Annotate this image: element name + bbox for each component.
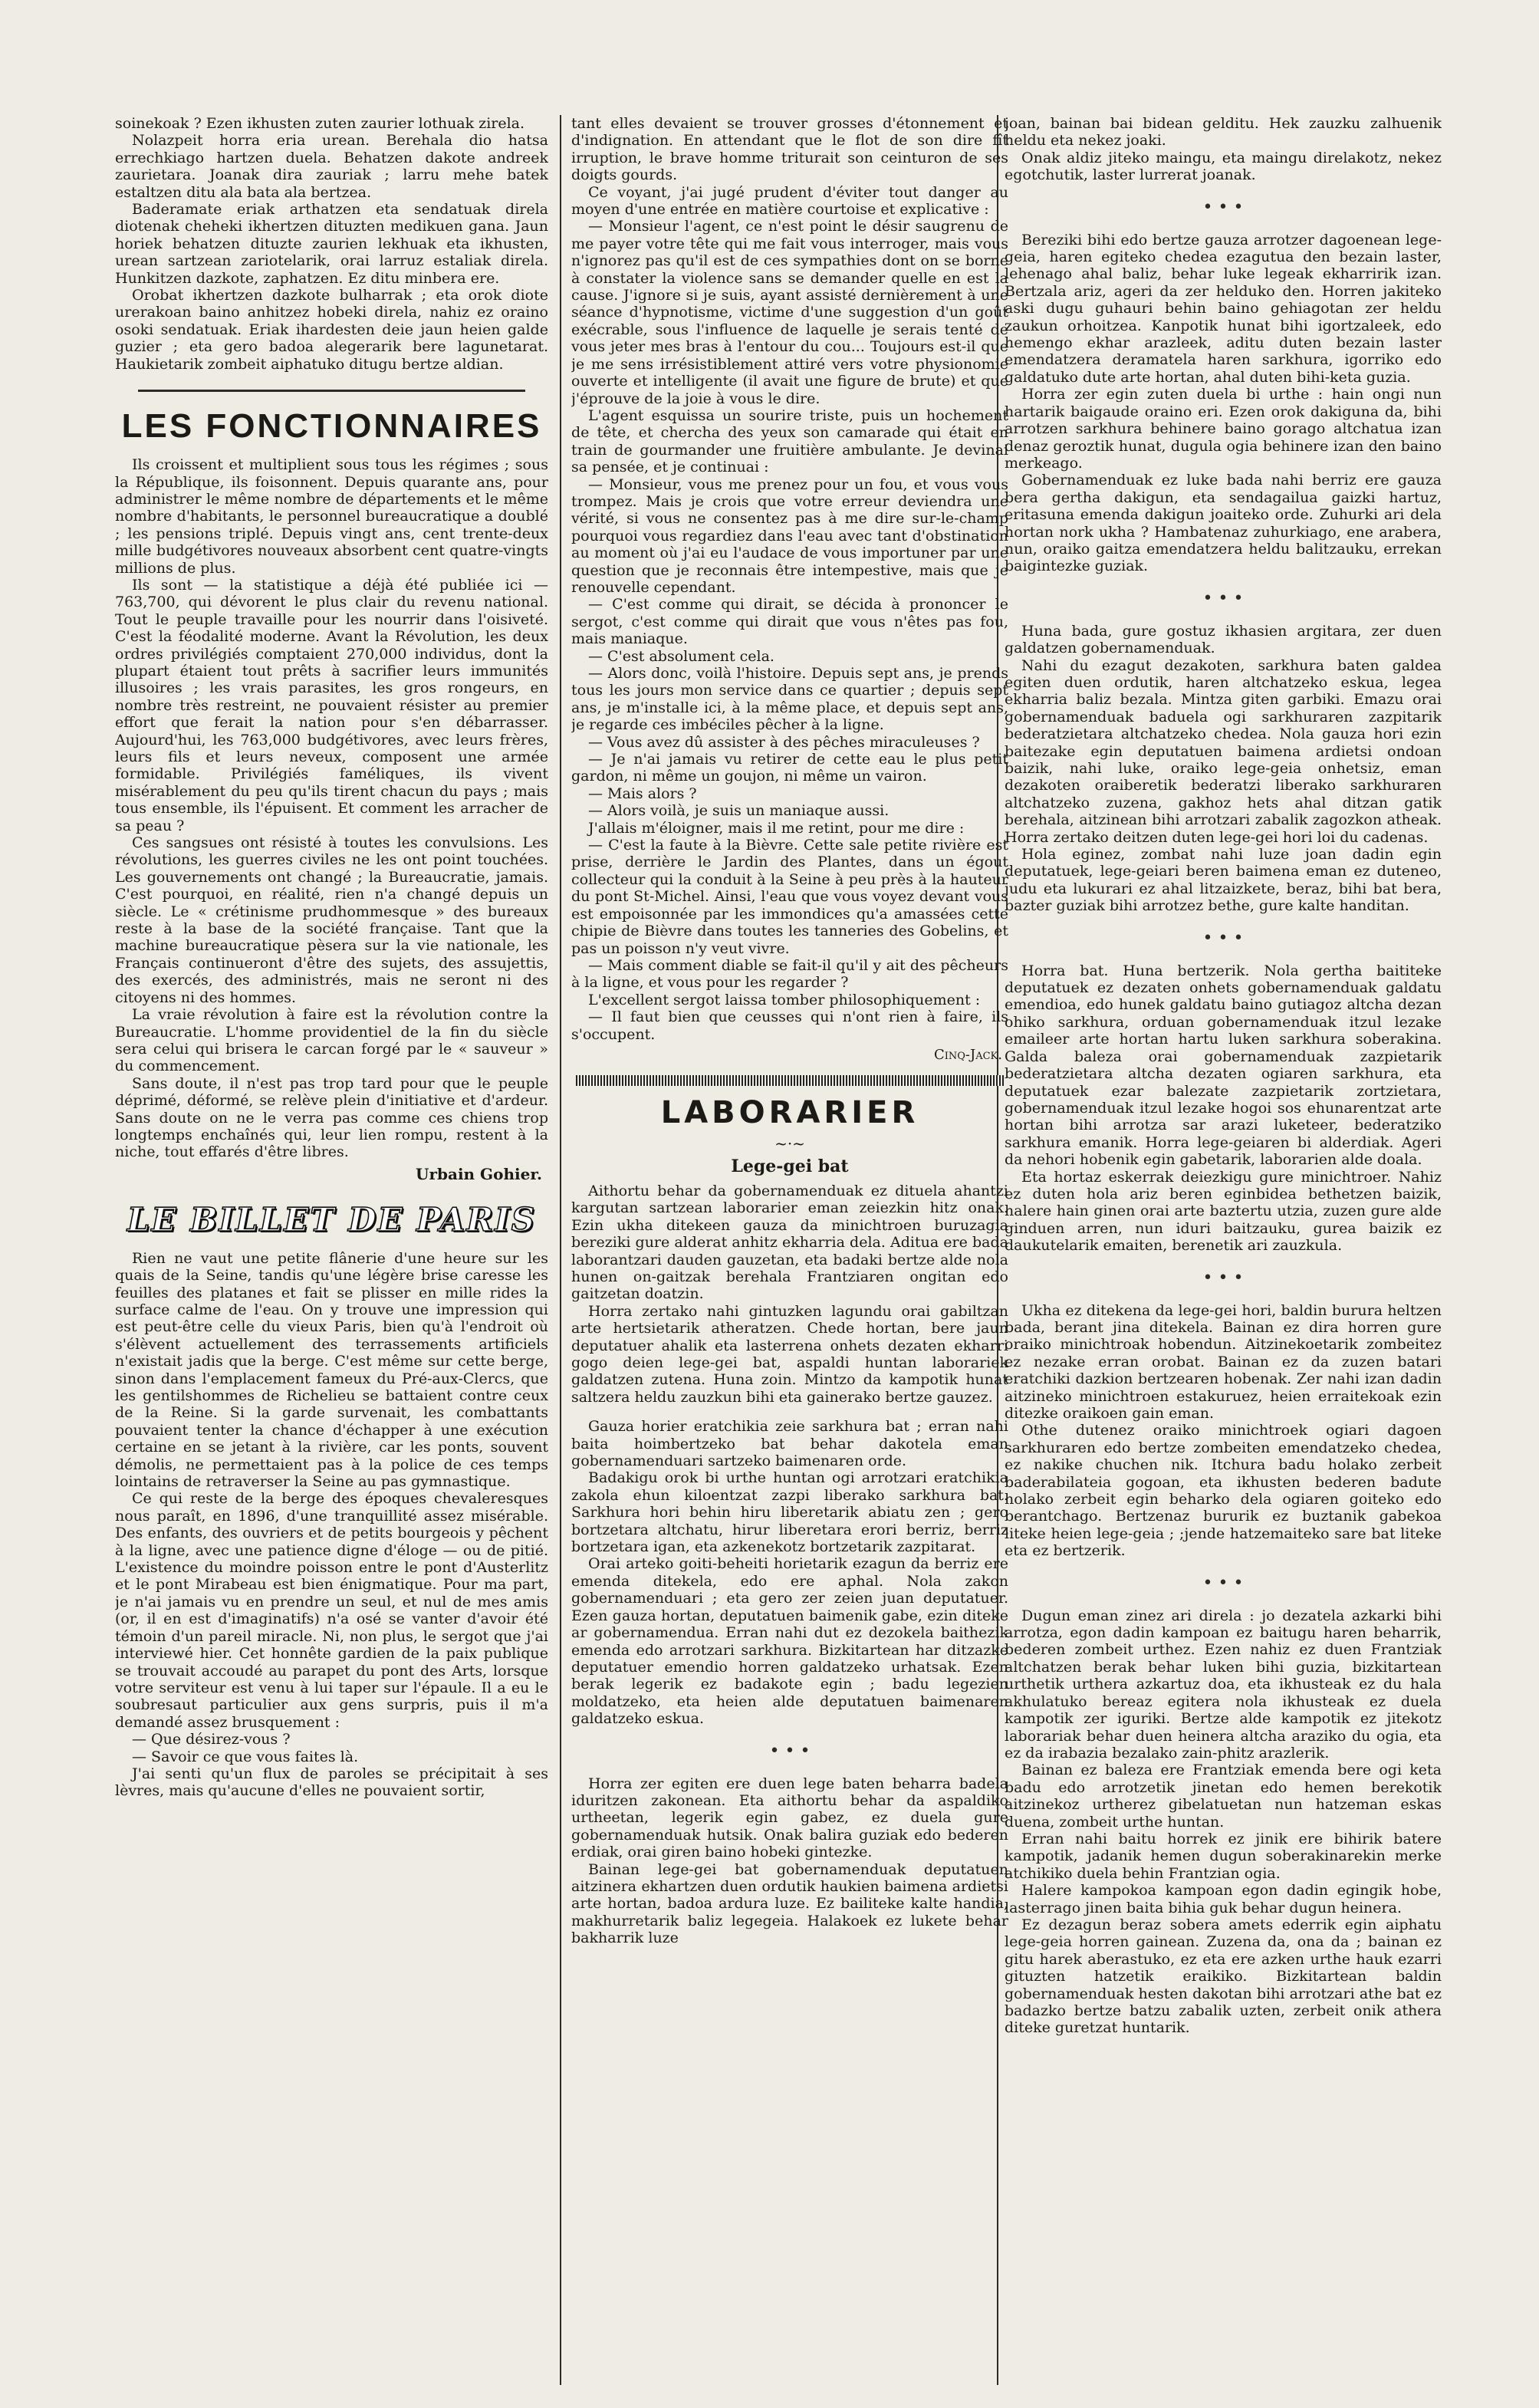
headline-billet-de-paris: LE BILLET DE PARIS: [127, 1200, 537, 1239]
paragraph: — Vous avez dû assister à des pêches miraculeuses ?: [588, 733, 980, 751]
paragraph: Huna bada, gure gostuz ikhasien argitara, zer duen galdatzen gobernamenduak.: [1005, 622, 1442, 657]
paragraph: Dugun eman zinez ari direla : jo dezatela azkarki bihi arrotza, egon dadin kampoan ez baitugu haren beharrik, bederen zombeit urthez. Ezen nahiz ez duen Frantziak altchatzen berak behar luken bihi guzia, bizkitartean urthetik urthera azkartuz doa, eta ikhusteak ez du hala akhulatuko bereaz egitera nola ikhusteak ez duela kampotik zer iguriki. Bertze alde kampotik ez jitekotz laborariak behar duen heinera altcha araziko du ogia, eta ez da irabazia bezalako zain-phitz arazlerik.: [1005, 1607, 1442, 1762]
ornament: ~·~: [774, 1133, 805, 1153]
paragraph: Ce qui reste de la berge des époques chevaleresques nous paraît, en 1896, d'une tranquillité assez misérable. Des enfants, des ouvriers et de petits bourgeois y pêchent à la ligne, avec une patience digne d'éloge — ou de pitié. L'existence du moindre poisson entre le pont d'Austerlitz et le pont Mirabeau est bien énigmatique. Pour ma part, je n'ai jamais vu en prendre un seul, et nul de mes amis (or, il en est d'imaginatifs) n'a osé se vanter d'avoir été témoin d'un pareil miracle. Ni, non plus, le sergot que j'ai interviewé hier. Cet honnête gardien de la paix publique se trouvait accoudé au parapet du pont des Arts, lorsque votre serviteur est venu à lui taper sur l'épaule. Il a eu le soubresaut particulier aux gens surpris, puis il m'a demandé assez brusquement :: [115, 1490, 548, 1731]
paragraph: J'ai senti qu'un flux de paroles se précipitait à ses lèvres, mais qu'aucune d'elles ne pouvaient sortir,: [115, 1765, 548, 1800]
ornament: • • •: [1202, 588, 1244, 608]
paragraph: Ez dezagun beraz sobera amets ederrik egin aiphatu lege-geia horren gainean. Zuzena da, ona da ; bainan ez gitu harek aberastuko, ez eta ere azken urthe hauk ezarri gituzten hatzetik eraikiko. Bizkitartean baldin gobernamenduak hesten dakotan bihi arrotzari athe bat ez badazko bertze batzu zabalik uzten, zerbeit onik athera diteke guretzat huntarik.: [1005, 1916, 1442, 2037]
paragraph: Gobernamenduak ez luke bada nahi berriz ere gauza bera gertha dakigun, eta sendagailua gaizki hartuz, eritasuna emenda dakigun joaiteko orde. Zuhurki ari dela hortan nork ukha ? Hambatenaz zuhurkiago, ene arabera, nun, oraiko gaitza emendatzera heldu balitzauku, errekan baigintezke guziak.: [1005, 472, 1442, 575]
paragraph: — C'est absolument cela.: [588, 647, 774, 665]
paragraph: Bainan ez baleza ere Frantziak emenda bere ogi keta badu edo arrotzetik jinetan edo hemen berekotik aitzinekoz urtherez gibelatuetan nun hatzeman eskas duena, zombeit urthe huntan.: [1005, 1762, 1442, 1831]
paragraph: — C'est la faute à la Bièvre. Cette sale petite rivière est prise, derrière le Jardin des Plantes, dans un égout collecteur qui la conduit à la Seine à peu près à la hauteur du pont St-Michel. Ainsi, l'eau que vous voyez devant vous est empoisonnée par les immondices qu'a amassées cette chipie de Bièvre dans toutes les tanneries des Gobelins, et pas un poisson n'y veut vivre.: [571, 837, 1008, 957]
ornament: • • •: [1202, 928, 1244, 948]
paragraph: — Il faut bien que ceusses qui n'ont rien à faire, ils s'occupent.: [571, 1008, 1008, 1043]
paragraph: La vraie révolution à faire est la révolution contre la Bureaucratie. L'homme providentiel de la fin du siècle sera celui qui brisera le carcan forgé par le « sauveur » du commencement.: [115, 1006, 548, 1075]
paragraph: Nahi du ezagut dezakoten, sarkhura baten galdea egiten duen ordutik, haren altchatzeko eskua, legea ekharria baliz bezala. Mintza giten garbiki. Emazu orai gobernamenduak baduela ogi sarkhuraren zazpitarik bederatzietara altchatzeko chedea. Nola gauza hori ezin baitezake egin deputatuen baimena ardietsi ondoan baizik, nahi luke, oraiko lege-geia onhetsiz, eman dezakoten oraiberetik bederatzi liberako sarkhuraren altchatzeko zuzena, gakhoz hets ahal ditzan gatik berehala, aitzinean bihi arrotzari zabalik zagozkon atheak. Horra zertako deitzen duten lege-gei hori loi du cadenas.: [1005, 656, 1442, 846]
column-2: [571, 115, 1008, 2408]
headline-fonctionnaires: LES FONCTIONNAIRES: [121, 407, 542, 446]
column-3: [1005, 115, 1442, 2408]
ornament: • • •: [1202, 1573, 1244, 1593]
paragraph: Ils sont — la statistique a déjà été publiée ici — 763,700, qui dévorent le plus clair du revenu national. Tout le peuple travaille pour les nourrir dans l'oisiveté. C'est la féodalité moderne. Avant la Révolution, les deux ordres privilégiés comptaient 270,000 individus, dont la plupart étaient tout prêts à sacrifier leurs immunités illusoires ; les vrais parasites, les gros rongeurs, en nombre très restreint, ne pouvaient résister au premier effort que ferait la nation pour s'en débarrasser. Aujourd'hui, les 763,000 budgétivores, avec leurs frères, leurs fils et leurs neveux, composent une armée formidable. Privilégiés faméliques, ils vivent misérablement du peu qu'ils tirent chacun du pays ; mais tous ensemble, ils l'épuisent. Et comment les arracher de sa peau ?: [115, 576, 548, 834]
paragraph: Badakigu orok bi urthe huntan ogi arrotzari eratchikia zakola ehun kiloentzat zazpi liberako sarkhura bat. Sarkhura hori behin hiru liberetarik abiatu zen ; gero bortzetara altchatu, hirur liberetara erori berriz, berriz bortzetara igan, eta azkenekotz bortzetarik zazpitarat.: [571, 1469, 1008, 1556]
paragraph: Erran nahi baitu horrek ez jinik ere bihirik batere kampotik, jadanik hemen dugun soberakinarekin merke atchikiko duela behin Frantzian ogia.: [1005, 1830, 1442, 1882]
author-signature: Cinq-Jack.: [933, 1046, 1002, 1063]
paragraph: — Mais comment diable se fait-il qu'il y ait des pêcheurs à la ligne, et vous pour les regarder ?: [571, 956, 1008, 992]
paragraph: L'agent esquissa un sourire triste, puis un hochement de tête, et chercha des yeux son camarade qui était en train de gourmander une fruitière ambulante. Je devinai sa pensée, et je continuai :: [571, 406, 1008, 476]
section-rule: [138, 390, 525, 392]
paragraph: tant elles devaient se trouver grosses d'étonnement et d'indignation. En attendant que le flot de son dire fît irruption, le brave homme triturait son ceinturon de ses doigts gourds.: [571, 115, 1008, 184]
subheadline: Lege-gei bat: [731, 1156, 849, 1176]
paragraph: Gauza horier eratchikia zeie sarkhura bat ; erran nahi baita hoimbertzeko bat behar dakotela eman gobernamenduari sartzeko baimenaren orde.: [571, 1418, 1008, 1470]
paragraph: Onak aldiz jiteko maingu, eta maingu direlakotz, nekez egotchutik, laster lurrerat joanak.: [1005, 149, 1442, 184]
paragraph: — Que désirez-vous ?: [132, 1731, 291, 1748]
paragraph: — Alors donc, voilà l'histoire. Depuis sept ans, je prends tous les jours mon service dans ce quartier ; depuis sept ans, je m'installe ici, à la même place, et depuis sept ans, je regarde ces imbéciles pêcher à la ligne.: [571, 665, 1008, 734]
paragraph: Horra bat. Huna bertzerik. Nola gertha baititeke deputatuek ez dezaten onhets gobernamenduak galdatu emendioa, edo hunek galdatu baino gutiagoz altcha dezan ohiko sarkhura, orduan gobernamenduak itzul lezake emaileer arte hortan hartu luken sarkhura soberakina. Galda baleza orai gobernamenduak zazpietarik bederatzietara altcha dezaten ogiaren sarkhura, eta deputatuek ezar balezate zazpietarik zortzietara, gobernamenduak itzul lezake hogoi sos ehunarentzat arte hortan bihi arrotza sar arazi luketeer, bederatziko sarkhura emanik. Horra lege-geiaren bi alderdiak. Ageri da nehori hobenik egin gabetarik, laborarien alde doala.: [1005, 962, 1442, 1169]
section-rule: [576, 1075, 1004, 1086]
paragraph: Ce voyant, j'ai jugé prudent d'éviter tout danger au moyen d'une entrée en matière courtoise et explicative :: [571, 183, 1008, 219]
paragraph: Ces sangsues ont résisté à toutes les convulsions. Les révolutions, les guerres civiles ne les ont point touchées. Les gouvernements ont changé ; la Bureaucratie, jamais. C'est pourquoi, en réalité, rien n'a changé depuis un siècle. Le « crétinisme prudhommesque » des bureaux reste à la base de la société française. Tant que la machine bureaucratique pèsera sur la vie nationale, les Français continueront d'être des sujets, des assujettis, des exercés, des administrés, mais ne seront ni des citoyens ni des hommes.: [115, 834, 548, 1006]
paragraph: soinekoak ? Ezen ikhusten zuten zaurier lothuak zirela.: [115, 115, 525, 132]
paragraph: Rien ne vaut une petite flânerie d'une heure sur les quais de la Seine, tandis qu'une légère brise caresse les feuilles des platanes et fait se plisser en mille rides la surface calme de l'eau. On y trouve une impression qui est peut-être celle du vieux Paris, bien qu'à l'endroit où s'élèvent actuellement des terrassements artificiels n'existait jadis que la berge. C'est même sur cette berge, sinon dans l'emplacement fameux du Pré-aux-Clercs, que les gentilshommes de Richelieu se battaient contre ceux de la Reine. Si la garde survenait, les combattants pouvaient tenter la chance d'échapper à une exécution certaine en se jetant à la rivière, car les ponts, souvent démolis, ne permettaient pas à la police de ces temps lointains de retraverser la Seine au pas gymnastique.: [115, 1249, 548, 1491]
paragraph: joan, bainan bai bidean gelditu. Hek zauzku zalhuenik heldu eta nekez joaki.: [1005, 115, 1442, 150]
paragraph: — Monsieur, vous me prenez pour un fou, et vous vous trompez. Mais je crois que votre erreur deviendra une vérité, si vous ne consentez pas à me dire sur-le-champ pourquoi vous regardiez dans l'eau avec tant d'obstination au moment où j'ai eu l'audace de vous importuner par une question que je reconnais être intempestive, mais que je renouvelle cependant.: [571, 475, 1008, 596]
ornament: • • •: [769, 1741, 811, 1761]
ornament: • • •: [1202, 1268, 1244, 1288]
paragraph: Ukha ez ditekena da lege-gei hori, baldin burura heltzen bada, berant jina ditekela. Bainan ez dira horren gure oraiko minichtroak hobendun. Aitzinekoetarik zombeitez ez nezake erran orobat. Bainan ez da zuzen batari eratchiki dazkion bertzearen hobenak. Zer nahi izan dadin aitzineko minichtroen estakuruez, heien erraitekoak ezin ditezke oraikoen gain eman.: [1005, 1301, 1442, 1422]
paragraph: — C'est comme qui dirait, se décida à prononcer le sergot, c'est comme qui dirait que vous n'êtes pas fou, mais maniaque.: [571, 596, 1008, 648]
author-signature: Urbain Gohier.: [416, 1164, 542, 1183]
paragraph: — Je n'ai jamais vu retirer de cette eau le plus petit gardon, ni même un goujon, ni même un vairon.: [571, 751, 1008, 785]
paragraph: L'excellent sergot laissa tomber philosophiquement :: [588, 991, 981, 1008]
paragraph: — Mais alors ?: [588, 785, 697, 802]
column-1: [115, 115, 548, 2408]
paragraph: Nolazpeit horra eria urean. Berehala dio hatsa errechkiago hartzen duela. Behatzen dakote andreek zaurietara. Joanak dira zauriak ; larru mehe batek estaltzen ditu ala bata ala bertzea.: [115, 132, 548, 201]
paragraph: — Savoir ce que vous faites là.: [132, 1748, 359, 1765]
paragraph: Hola eginez, zombat nahi luze joan dadin egin deputatuek, lege-geiari beren baimena eman ez dutenео, judu eta lukurari ez ahal litzaizkete, beraz, bihi bat bera, bazter guziak bihi arrotzez bethe, gure kalte handitan.: [1005, 846, 1442, 915]
headline-laborarier: LABORARIER: [660, 1094, 919, 1130]
paragraph: J'allais m'éloigner, mais il me retint, pour me dire :: [588, 819, 965, 837]
paragraph: Eta hortaz eskerrak deiezkigu gure minichtroer. Nahiz ez duten hola ariz beren eginbidea bethetzen baizik, halere hain ginen orai arte baztertu utzia, zuzen gure alde ginduen arren, nun iduri baitzauku, gurea baizik ez daukutelarik emaiten, berenetik ari zauzkula.: [1005, 1168, 1442, 1255]
paragraph: Othe dutenez oraiko minichtroek ogiari dagoen sarkhuraren edo bertze zombeiten emendatzeko chedea, ez nakike chuchen nik. Itchura badu holako zerbeit baderabilateia gogoan, eta ikhusten bederen badute holako zerbeit egin beharko dela ogiaren goiteko edo berantchago. Bertzenaz bururik ez buztanik gabekoa liteke heien lege-geia ; ;jende hatzemaiteko sare bat liteke eta ez bertzerik.: [1005, 1422, 1442, 1560]
paragraph: Baderamate eriak arthatzen eta sendatuak direla diotenak cheheki ikhertzen dituzten medikuen gana. Jaun horiek behatzen dituzte zaurien lekhuak eta ikhusten, urean sartzean zariotelarik, orai larruz estaliak direla. Hunkitzen dazkote, zaphatzen. Ez ditu minbera ere.: [115, 201, 548, 287]
paragraph: — Monsieur l'agent, ce n'est point le désir saugrenu de me payer votre tête qui me fait vous interroger, mais vous n'ignorez pas qu'il est de ces sympathies dont on se borne à constater la violence sans se demander quelle en est la cause. J'ignore si je suis, ayant assisté dernièrement à une séance d'hypnotisme, victime d'une suggestion d'un goût exécrable, sous l'influence de laquelle je serais tenté de vous jeter mes bras à l'entour du cou... Toujours est-il que je me sens irrésistiblement attiré vers votre physionomie ouverte et intelligente (il avait une figure de brute) et que j'éprouve de la joie à vous le dire.: [571, 218, 1008, 407]
paragraph: Horra zer egiten ere duen lege baten beharra badela iduritzen zakonean. Eta aithortu behar da aspaldiko urtheetan, legerik egin gabez, ez duela gure gobernamenduak hutsik. Onak balira guziak edo bederen erdiak, orai giren baino hobeki gintezke.: [571, 1775, 1008, 1861]
paragraph: — Alors voilà, je suis un maniaque aussi.: [588, 802, 890, 820]
paragraph: Horra zertako nahi gintuzken lagundu orai gabiltzan arte hertsietarik atheratzen. Chede hortan, bere jaun deputatuer ahalik eta lasterrena onhets dezaten ekharri gogo deien lege-gei bat, aspaldi huntan laborariek galdatzen zutena. Huna zoin. Mintzo da kampotik hunat saltzera heldu zauzkun bihi eta gainerako bertze gauzez.: [571, 1302, 1008, 1406]
paragraph: Sans doute, il n'est pas trop tard pour que le peuple déprimé, déformé, se relève plein d'initiative et d'ardeur. Sans doute on ne le verra pas comme ces chiens trop longtemps enchaînés qui, leur lien rompu, restent à la niche, tout effarés d'être libres.: [115, 1074, 548, 1161]
paragraph: Orai arteko goiti-beheiti horietarik ezagun da berriz ere emenda ditekela, edo ere aphal. Nola zakon gobernamenduari ; eta gero zer zeien juan deputatuer. Ezen gauza hortan, deputatuen baimenik gabe, ezin diteke ar gobernamendua. Erran nahi dut ez dezokela baithezik emenda edo arrotzari sarkhura. Bizkitartean har ditzazke deputatuer emendio horren galdatzeko urhatsak. Ezen berak legerik ez badakote egin ; badu legezien moldatzeko, eta heien alde deputatuen baimenaren galdatzeko eskua.: [571, 1555, 1008, 1728]
paragraph: Orobat ikhertzen dazkote bulharrak ; eta orok diote urerakoan baino anhitzez hobeki direla, nahiz ez oraino osoki sendatuak. Eriak ihardesten deie jaun heien galde guzier ; eta gero badoa alegerarik bere lagunetarat. Haukietarik zombeit aiphatuko ditugu bertze aldian.: [115, 287, 548, 373]
paragraph: Bainan lege-gei bat gobernamenduak deputatuen aitzinera ekhartzen duen ordutik haukien baimena ardietsi arte hortan, badoa ardura luze. Ez bailiteke kalte handia, makhurretarik baliz legegeia. Halakoek ez lukete behar bakharrik luze: [571, 1860, 1008, 1947]
paragraph: Bereziki bihi edo bertze gauza arrotzer dagoenean lege-geia, haren egiteko chedea ezagutua den bezain laster, lehenago ahal baliz, behar luke legeak ekharririk izan. Bertzala ariz, ageri da zer helduko den. Horren jakiteko aski dugu guhauri behin baino gehiagotan zer heldu zaukun orhoitzea. Kanpotik hunat bihi igortzaleek, edo hemengo ekhar arazleek, aditu duten bezain laster emendatzera deramatela haren sarkhura, igorriko edo galdatuko dute arte hortan, ahal duten bihi-keta guzia.: [1005, 231, 1442, 386]
column-divider: [560, 115, 561, 2385]
paragraph: Ils croissent et multiplient sous tous les régimes ; sous la République, ils foisonnent. Depuis quarante ans, pour administrer le même nombre de départements et le même nombre d'habitants, le personnel bureaucratique a doublé ; les pensions triplé. Depuis vingt ans, cent trente-deux mille budgétivores nouveaux absorbent cent quatre-vingts millions de plus.: [115, 456, 548, 577]
paragraph: Aithortu behar da gobernamenduak ez dituela ahantzi kargutan sartzean laborarier eman zeiezkin hitz onak. Ezin ukha ditekeen gauza da minichtroen buruzagia bereziki gure alderat anhitz ekharria dela. Adituа ere bada laborantzari dauden gauzetan, eta badaki bertze alde nola hunen on-gaitzak berehala Frantziaren ongitan edo gaitzetan doatzin.: [571, 1182, 1008, 1303]
paragraph: Horra zer egin zuten duela bi urthe : hain ongi nun hartarik baigaude oraino eri. Ezen orok dakiguna da, bihi arrotzen sarkhura behinere baino gorago altchatua izan denaz geroztik hunat, dugula ogia behinere izan den baino merkeago.: [1005, 386, 1442, 472]
ornament: • • •: [1202, 197, 1244, 217]
paragraph: Halere kampokoa kampoan egon dadin egingik hobe, lasterrago jinen baita bihia guk behar dugun heinera.: [1005, 1882, 1442, 1916]
